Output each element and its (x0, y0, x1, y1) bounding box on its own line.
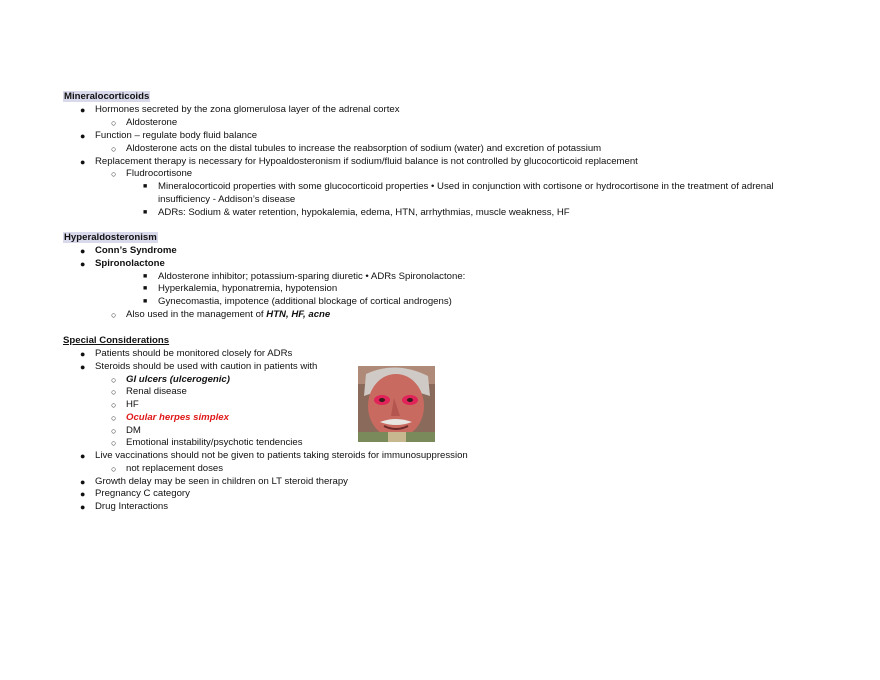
list-item: GI ulcers (ulcerogenic) (126, 374, 230, 385)
list-item: Function – regulate body fluid balance (95, 130, 258, 141)
bullet-circle: ○ (111, 310, 117, 320)
bullet-disc: ● (80, 259, 86, 269)
bullet-square: ■ (143, 273, 148, 280)
section-heading-mineralocorticoids: Mineralocorticoids (64, 91, 150, 102)
bullet-square: ■ (143, 298, 148, 305)
bullet-disc: ● (80, 477, 86, 487)
bullet-circle: ○ (111, 400, 117, 410)
bullet-square: ■ (143, 183, 148, 190)
list-item: Emotional instability/psychotic tendencies (126, 437, 303, 448)
bullet-circle: ○ (111, 118, 117, 128)
bullet-square: ■ (143, 209, 148, 216)
bullet-disc: ● (80, 157, 86, 167)
bullet-circle: ○ (111, 144, 117, 154)
list-item: Fludrocortisone (126, 168, 193, 179)
list-item: DM (126, 425, 141, 436)
patient-photo (358, 366, 435, 442)
list-item: Drug Interactions (95, 501, 169, 512)
bullet-disc: ● (80, 489, 86, 499)
list-item: Growth delay may be seen in children on LT steroid therapy (95, 476, 348, 487)
list-item: ADRs: Sodium & water retention, hypokalemia, edema, HTN, arrhythmias, muscle weakness, HF (158, 207, 570, 218)
bullet-circle: ○ (111, 375, 117, 385)
list-item: Hormones secreted by the zona glomerulosa layer of the adrenal cortex (95, 104, 400, 115)
list-item: Gynecomastia, impotence (additional blockage of cortical androgens) (158, 296, 452, 307)
bullet-circle: ○ (111, 169, 117, 179)
section-heading-special-considerations: Special Considerations (63, 335, 170, 346)
bullet-circle: ○ (111, 438, 117, 448)
bullet-disc: ● (80, 105, 86, 115)
bullet-square: ■ (143, 285, 148, 292)
list-item: Live vaccinations should not be given to patients taking steroids for immunosuppression (95, 450, 468, 461)
list-item: Aldosterone (126, 117, 178, 128)
list-item-continuation: insufficiency - Addison’s disease (158, 194, 296, 205)
list-item: not replacement doses (126, 463, 224, 474)
bullet-disc: ● (80, 502, 86, 512)
bullet-disc: ● (80, 362, 86, 372)
bullet-disc: ● (80, 451, 86, 461)
bullet-circle: ○ (111, 413, 117, 423)
bullet-circle: ○ (111, 464, 117, 474)
list-item: Pregnancy C category (95, 488, 190, 499)
patient-photo-illustration (358, 366, 435, 442)
list-item: Spironolactone (95, 258, 165, 269)
list-item: Steroids should be used with caution in patients with (95, 361, 318, 372)
list-item: Conn’s Syndrome (95, 245, 177, 256)
list-item: Renal disease (126, 386, 187, 397)
bullet-circle: ○ (111, 426, 117, 436)
list-item: Mineralocorticoid properties with some glucocorticoid properties • Used in conjunction with cortisone or hydrocortisone in the treatment of adrenal (158, 181, 774, 192)
list-item: Replacement therapy is necessary for Hypoaldosteronism if sodium/fluid balance is not controlled by glucocorticoid replacement (95, 156, 638, 167)
list-item: Also used in the management of HTN, HF, acne (126, 309, 331, 320)
section-heading-hyperaldosteronism: Hyperaldosteronism (64, 232, 157, 243)
bullet-disc: ● (80, 246, 86, 256)
bullet-disc: ● (80, 349, 86, 359)
list-item: Aldosterone inhibitor; potassium-sparing diuretic • ADRs Spironolactone: (158, 271, 466, 282)
list-item: Aldosterone acts on the distal tubules to increase the reabsorption of sodium (water) and excretion of potassium (126, 143, 602, 154)
list-item: Hyperkalemia, hyponatremia, hypotension (158, 283, 338, 294)
bullet-circle: ○ (111, 387, 117, 397)
list-item: Patients should be monitored closely for ADRs (95, 348, 293, 359)
bullet-disc: ● (80, 131, 86, 141)
list-item-warning: Ocular herpes simplex (126, 412, 229, 423)
list-item: HF (126, 399, 139, 410)
